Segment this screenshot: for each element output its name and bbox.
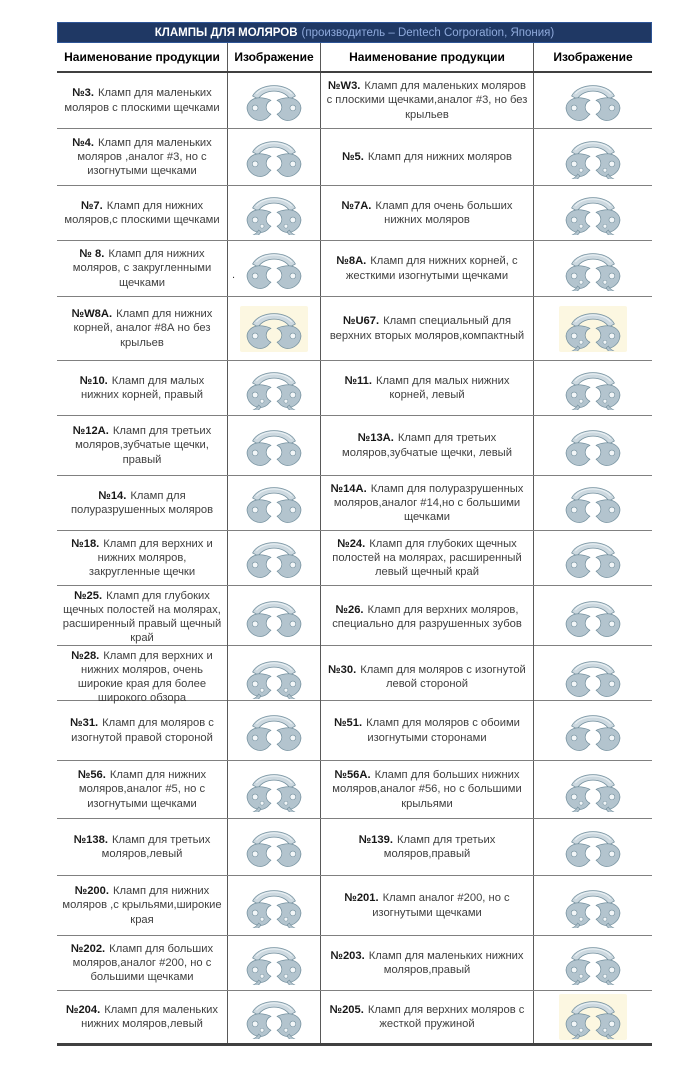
product-number: №11. [344, 374, 372, 387]
product-name-cell-left [57, 186, 227, 240]
table-row [57, 241, 652, 297]
table-row [57, 701, 652, 761]
product-number: №14. [98, 489, 127, 502]
product-image-cell-left [227, 361, 320, 415]
product-number: №28. [71, 650, 100, 662]
product-image-cell-right [533, 297, 652, 360]
product-description: Кламп для моляров с изогнутой левой стороной [360, 664, 526, 691]
table-row [57, 416, 652, 476]
product-description: Кламп для глубоких щечных полостей на молярах, расширенный левый щечный край [332, 537, 522, 579]
product-description: Кламп для больших моляров,аналог #200, но с большими щечками [72, 942, 214, 984]
product-description: Кламп для верхних и нижних моляров, закругленные щечки [88, 537, 213, 579]
product-image-cell-left [227, 646, 320, 708]
table-row [57, 476, 652, 531]
product-image-cell-left [227, 416, 320, 475]
product-number: №200. [74, 885, 109, 898]
product-image-cell-left [227, 761, 320, 818]
product-name-cell-left [57, 476, 227, 530]
dental-clamp-icon [240, 535, 308, 581]
dental-clamp-icon [240, 365, 308, 411]
product-image-cell-left [227, 819, 320, 875]
product-description: Кламп для маленьких моляров с плоскими щечками [64, 87, 220, 114]
table-header-row [57, 43, 652, 73]
product-name-cell-left [57, 761, 227, 818]
product-description: Кламп для моляров с обоими изогнутыми сторонами [366, 717, 520, 744]
product-name-cell-right [320, 531, 533, 585]
product-name-cell-right [320, 701, 533, 760]
product-number: №U67. [342, 315, 380, 328]
product-image-cell-left [227, 186, 320, 240]
dental-clamp-icon [240, 883, 308, 929]
product-number: №4. [72, 136, 95, 149]
product-name-cell-right [320, 586, 533, 648]
product-image-cell-right [533, 701, 652, 760]
product-image-cell-right [533, 129, 652, 185]
table-row [57, 361, 652, 416]
dental-clamp-icon [559, 134, 627, 180]
product-number: №13А. [357, 432, 394, 445]
product-table [57, 22, 652, 1046]
table-row [57, 586, 652, 646]
product-number: №51. [334, 717, 363, 730]
table-row [57, 936, 652, 991]
dental-clamp-icon [240, 940, 308, 986]
table-row [57, 761, 652, 819]
dental-clamp-icon [240, 654, 308, 700]
product-image-cell-left [227, 241, 320, 296]
product-name-cell-left [57, 819, 227, 875]
product-name-cell-left [57, 531, 227, 585]
dental-clamp-icon [240, 824, 308, 870]
product-image-cell-right [533, 361, 652, 415]
table-row [57, 186, 652, 241]
column-header-image-left: Изображение [227, 43, 320, 71]
product-image-cell-right [533, 73, 652, 128]
product-name-cell-left [57, 361, 227, 415]
product-image-cell-left [227, 936, 320, 990]
product-name-cell-left [57, 936, 227, 990]
product-number: №5. [342, 150, 364, 163]
product-description: Кламп специальный для верхних вторых моляров,компактный [329, 315, 525, 342]
dental-clamp-icon [559, 767, 627, 813]
dental-clamp-icon [240, 480, 308, 526]
product-number: №204. [65, 1003, 101, 1016]
table-title-bar [57, 22, 652, 43]
product-description: Кламп для нижних корней, аналог #8А но без крыльев [73, 308, 213, 349]
product-name-cell-left [57, 416, 227, 475]
dental-clamp-icon [240, 994, 308, 1040]
product-name-cell-right [320, 416, 533, 475]
product-description: Кламп для маленьких нижних моляров,левый [81, 1003, 218, 1030]
dental-clamp-icon [559, 535, 627, 581]
dental-clamp-icon [559, 480, 627, 526]
product-number: №14А. [330, 482, 367, 495]
dental-clamp-icon [240, 423, 308, 469]
dental-clamp-icon [559, 423, 627, 469]
product-description: Кламп для третьих моляров,левый [101, 833, 211, 860]
product-image-cell-right [533, 991, 652, 1043]
product-number: №138. [73, 833, 108, 846]
table-row [57, 129, 652, 186]
column-header-name-left: Наименование продукции [64, 50, 220, 64]
product-description: Кламп для маленьких моляров ,аналог #3, но с изогнутыми щечками [77, 136, 212, 178]
product-number: №W3. [328, 80, 361, 93]
product-image-cell-left [227, 701, 320, 760]
product-number: №18. [71, 537, 100, 550]
product-number: №25. [74, 590, 103, 602]
product-number: №3. [72, 87, 95, 100]
dental-clamp-icon [559, 940, 627, 986]
product-name-cell-left [57, 297, 227, 360]
table-row [57, 991, 652, 1046]
table-title: КЛАМПЫ ДЛЯ МОЛЯРОВ [154, 26, 298, 39]
product-name-cell-right [320, 361, 533, 415]
dental-clamp-icon [240, 190, 308, 236]
product-description: Кламп для третьих моляров,зубчатые щечки, левый [342, 432, 512, 459]
product-name-cell-right [320, 129, 533, 185]
dental-clamp-icon [240, 708, 308, 754]
product-name-cell-right [320, 761, 533, 818]
product-number: №203. [330, 949, 365, 962]
product-image-cell-right [533, 416, 652, 475]
dental-clamp-icon [240, 767, 308, 813]
product-image-cell-right [533, 531, 652, 585]
product-number: №8А. [336, 255, 367, 268]
product-description: Кламп для нижних моляров,аналог #5, но с изогнутыми щечками [78, 769, 207, 810]
dental-clamp-icon [240, 246, 308, 292]
product-name-cell-right [320, 186, 533, 240]
product-description: Кламп для полуразрушенных моляров,аналог #14,но с большими щечками [333, 482, 524, 524]
product-number: № 8. [79, 248, 105, 261]
product-name-cell-left [57, 991, 227, 1043]
product-image-cell-right [533, 819, 652, 875]
column-header-name-right: Наименование продукции [320, 43, 533, 71]
product-description: Кламп для верхних моляров, специально для разрушенных зубов [332, 604, 522, 631]
product-description: Кламп для нижних моляров,с плоскими щечками [64, 199, 220, 226]
product-name-cell-left [57, 876, 227, 935]
dental-clamp-icon [559, 654, 627, 700]
product-image-cell-left [227, 876, 320, 935]
product-description: Кламп для нижних моляров, с закругленными щечками [72, 248, 212, 289]
product-name-cell-right [320, 297, 533, 360]
product-name-cell-right [320, 241, 533, 296]
product-number: №W8А. [71, 308, 113, 321]
product-image-cell-right [533, 876, 652, 935]
dental-clamp-icon [240, 134, 308, 180]
product-number: №12А. [72, 425, 109, 438]
product-description: Кламп для полуразрушенных моляров [70, 489, 214, 516]
product-description: Кламп для больших нижних моляров,аналог #56, но с большими крыльями [332, 769, 522, 810]
dental-clamp-icon [559, 824, 627, 870]
table-row [57, 876, 652, 936]
product-description: Кламп для глубоких щечных полостей на молярах, расширенный правый щечный край [62, 590, 222, 645]
table-row [57, 297, 652, 361]
table-row [57, 73, 652, 129]
product-image-cell-right [533, 646, 652, 708]
product-image-cell-left [227, 73, 320, 128]
product-number: №56. [77, 769, 106, 782]
dental-clamp-icon [559, 594, 627, 640]
product-description: Кламп для нижних корней, с жесткими изогнутыми щечками [345, 255, 518, 282]
product-image-cell-left [227, 129, 320, 185]
product-name-cell-left [57, 586, 227, 648]
product-name-cell-right [320, 646, 533, 708]
product-description: Кламп для маленьких нижних моляров,правый [368, 949, 524, 976]
product-image-cell-left [227, 586, 320, 648]
product-image-cell-left [227, 531, 320, 585]
dental-clamp-icon [240, 594, 308, 640]
product-number: №31. [70, 717, 99, 730]
dental-clamp-icon [559, 708, 627, 754]
product-number: №205. [329, 1003, 364, 1016]
product-image-cell-right [533, 761, 652, 818]
table-row [57, 819, 652, 876]
dental-clamp-icon [559, 190, 627, 236]
product-number: №24. [337, 537, 366, 550]
dental-clamp-icon [559, 306, 627, 352]
dental-clamp-icon [559, 78, 627, 124]
product-description: Кламп для верхних и нижних моляров, очень широкие края для более широкого обзора [77, 650, 213, 705]
product-image-cell-right [533, 586, 652, 648]
product-number: №10. [79, 374, 108, 387]
table-subtitle: (производитель – Dentech Corporation, Япония) [301, 26, 555, 39]
product-image-cell-left [227, 297, 320, 360]
product-number: №7. [80, 199, 103, 212]
product-number: №56А. [334, 769, 371, 782]
product-image-cell-left [227, 476, 320, 530]
product-name-cell-right [320, 876, 533, 935]
product-name-cell-right [320, 936, 533, 990]
product-image-cell-right [533, 186, 652, 240]
product-number: №202. [70, 942, 106, 955]
product-number: №26. [335, 604, 364, 617]
product-name-cell-right [320, 991, 533, 1043]
product-description: Кламп для малых нижних корней, левый [375, 374, 510, 401]
product-description: Кламп для моляров с изогнутой правой стороной [71, 717, 214, 744]
product-description: Кламп для очень больших нижних моляров [375, 199, 513, 226]
dental-clamp-icon [559, 365, 627, 411]
product-description: Кламп для нижних моляров ,с крыльями,широкие края [62, 885, 222, 926]
product-description: Кламп для нижних моляров [367, 150, 512, 163]
dental-clamp-icon [559, 246, 627, 292]
product-description: Кламп аналог #200, но с изогнутыми щечками [372, 892, 510, 919]
dental-clamp-icon [559, 883, 627, 929]
table-row [57, 646, 652, 705]
product-name-cell-left [57, 241, 227, 296]
stray-dot: . [232, 268, 236, 281]
product-name-cell-right [320, 476, 533, 530]
dental-clamp-icon [240, 306, 308, 352]
product-number: №30. [328, 664, 357, 677]
product-name-cell-left [57, 646, 227, 708]
product-description: Кламп для третьих моляров,зубчатые щечки, правый [75, 425, 212, 466]
product-name-cell-right [320, 73, 533, 128]
dental-clamp-icon [559, 994, 627, 1040]
product-description: Кламп для верхних моляров с жесткой пружиной [367, 1003, 525, 1030]
product-name-cell-right [320, 819, 533, 875]
product-description: Кламп для маленьких моляров с плоскими щечками,аналог #3, но без крыльев [326, 80, 528, 121]
product-number: №201. [344, 892, 379, 905]
product-name-cell-left [57, 129, 227, 185]
product-image-cell-right [533, 936, 652, 990]
table-body [57, 73, 652, 1046]
table-row [57, 531, 652, 586]
product-description: Кламп для третьих моляров,правый [383, 833, 496, 860]
product-name-cell-left [57, 73, 227, 128]
product-image-cell-right [533, 241, 652, 296]
product-description: Кламп для малых нижних корней, правый [80, 374, 205, 401]
dental-clamp-icon [240, 78, 308, 124]
product-image-cell-right [533, 476, 652, 530]
product-number: №7А. [341, 199, 372, 212]
product-number: №139. [358, 833, 393, 846]
column-header-image-right: Изображение [533, 43, 652, 71]
product-image-cell-left [227, 991, 320, 1043]
product-name-cell-left [57, 701, 227, 760]
